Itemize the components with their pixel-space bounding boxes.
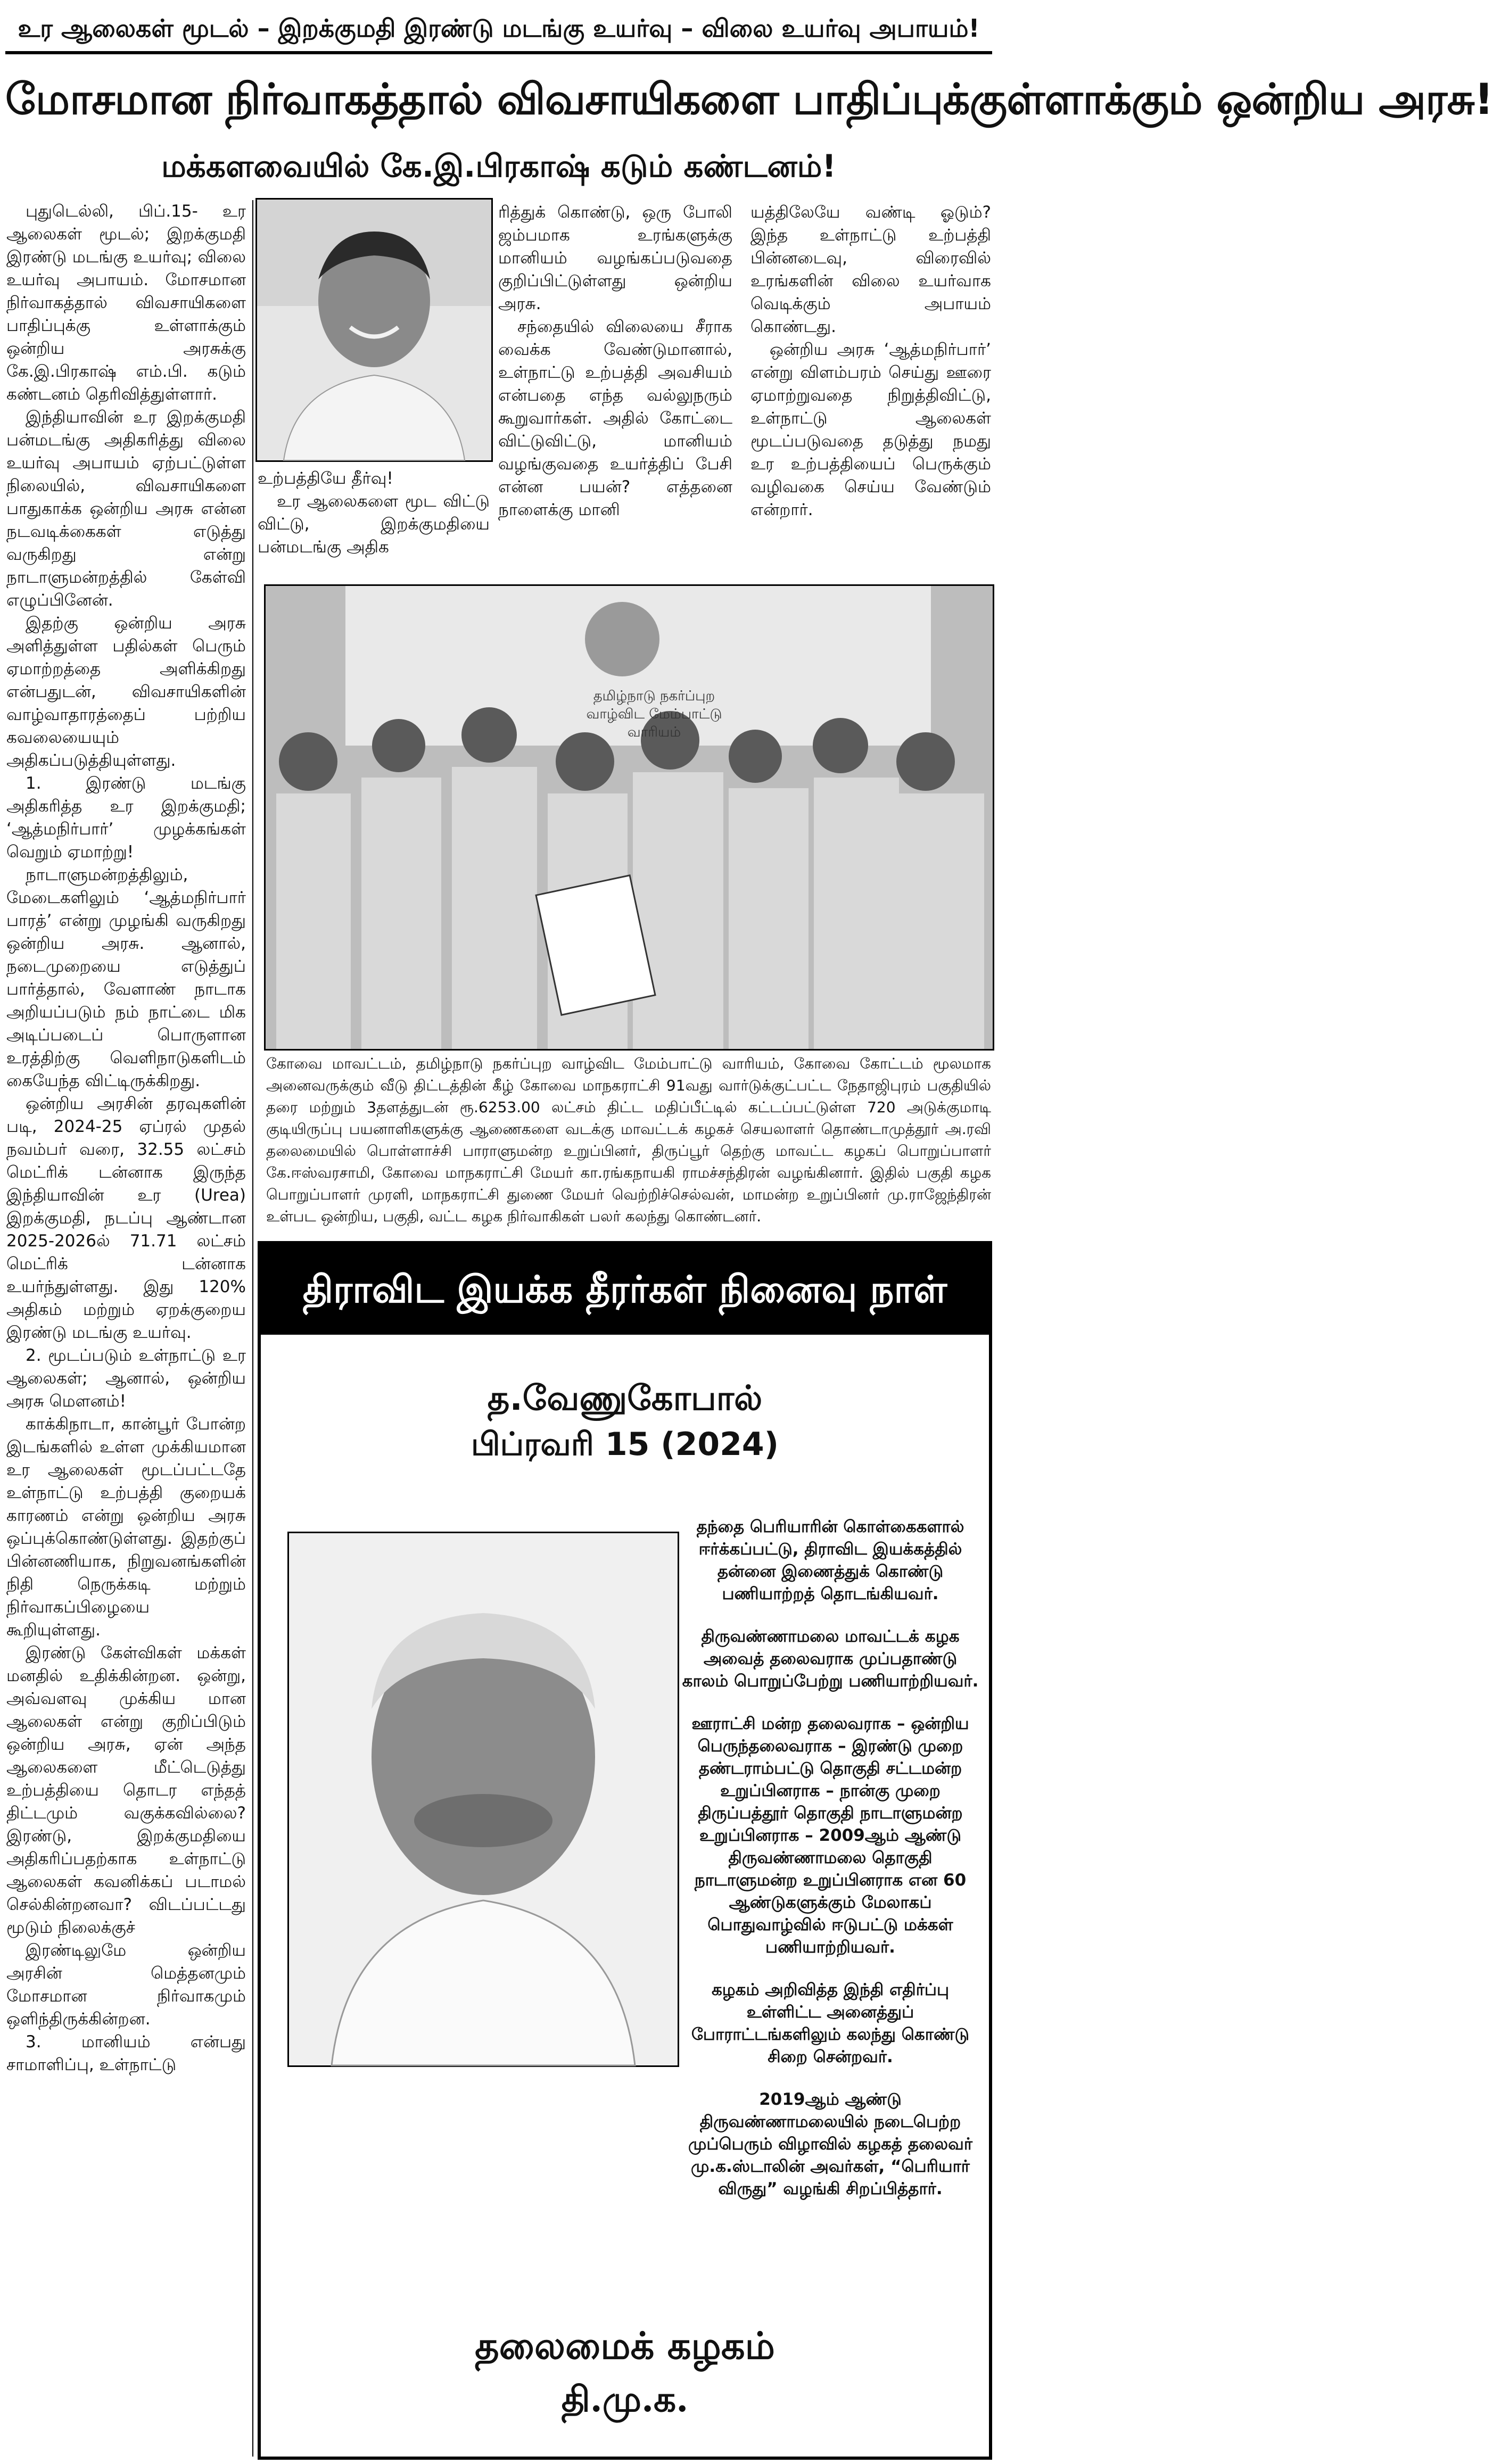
tribute-biography [681, 1516, 979, 2314]
col3-paragraph: ரித்துக் கொண்டு, ஒரு போலி ஜம்பமாக உரங்களுக்கு மானியம் வழங்கப்படுவதை குறிப்பிட்டுள்ளது ஒன்றிய அரசு. [498, 203, 732, 313]
tribute-signature-org: தலைமைக் கழகம் [475, 2324, 775, 2368]
event-photo-caption: கோவை மாவட்டம், தமிழ்நாடு நகர்ப்புற வாழ்விட மேம்பாட்டு வாரியம், கோவை கோட்டம் மூலமாக அனைவருக்கும் வீடு திட்டத்தின் கீழ் கோவை மாநகராட்சி 91வது வார்டுக்குட்பட்ட நேதாஜிபுரம் பகுதியில் தரை மற்றும் 3தளத்துடன் ரூ.6253.00 லட்சம் திட்ட மதிப்பீட்டில் கட்டப்பட்டுள்ள 720 அடுக்குமாடி குடியிருப்பு பயனாளிகளுக்கு ஆணைகளை வடக்கு மாவட்டக் கழகச் செயலாளர் தொண்டாமுத்தூர் அ.ரவி தலைமையில் பொள்ளாச்சி பாராளுமன்ற உறுப்பினர், திருப்பூர் தெற்கு மாவட்ட கழகப் பொறுப்பாளர் கே.ஈஸ்வரசாமி, கோவை மாநகராட்சி மேயர் கா.ரங்கநாயகி ராமச்சந்திரன் வழங்கினார். இதில் பகுதி கழக பொறுப்பாளர் முரளி, மாநகராட்சி துணை மேயர் வெற்றிச்செல்வன், மாமன்ற உறுப்பினர் மு.ராஜேந்திரன் உள்பட ஒன்றிய, பகுதி, வட்ட கழக நிர்வாகிகள் பலர் கலந்து கொண்டனர். [266, 1055, 991, 1225]
event-photo [264, 584, 994, 1051]
top-rule [5, 51, 992, 54]
tribute-name: த.வேணுகோபால் [487, 1379, 763, 1418]
article-column-4 [750, 201, 991, 584]
person-silhouette-icon [257, 200, 491, 460]
col3-paragraph: சந்தையில் விலையை சீராக வைக்க வேண்டுமானால், உள்நாட்டு உற்பத்தி அவசியம் என்பதை எந்த வல்லுநரும் கூறுவார்கள். அதில் கோட்டை விட்டுவிட்டு, மானியம் வழங்குவதை உயர்த்திப் பேசி என்ன பயன்? எத்தனை நாளைக்கு மானி [498, 317, 732, 519]
col1-paragraph: ஒன்றிய அரசின் தரவுகளின் படி, 2024-25 ஏப்ரல் முதல் நவம்பர் வரை, 32.55 லட்சம் மெட்ரிக் டன்னாக இருந்த இந்தியாவின் உர (Urea) இறக்குமதி, நடப்பு ஆண்டான 2025-2026ல் 71.71 லட்சம் மெட்ரிக் டன்னாக உயர்ந்துள்ளது. இது 120% அதிகம் மற்றும் ஏறக்குறைய இரண்டு மடங்கு உயர்வு. [6, 1094, 246, 1342]
tribute-paragraph: தந்தை பெரியாரின் கொள்கைகளால் ஈர்க்கப்பட்டு, திராவிட இயக்கத்தில் தன்னை இணைத்துக் கொண்டு பணியாற்றத் தொடங்கியவர். [696, 1517, 964, 1603]
article-column-2 [258, 467, 490, 584]
tribute-date: பிப்ரவரி 15 (2024) [471, 1426, 779, 1463]
col2-paragraph: உர ஆலைகளை மூட விட்டு விட்டு, இறக்குமதியை பன்மடங்கு அதிக [258, 492, 490, 557]
col1-subheading: 2. மூடப்படும் உள்நாட்டு உர ஆலைகள்; ஆனால், ஒன்றிய அரசு மௌனம்! [6, 1346, 246, 1411]
col2-subheading: உற்பத்தியே தீர்வு! [258, 469, 393, 488]
col4-paragraph: யத்திலேயே வண்டி ஓடும்? இந்த உள்நாட்டு உற்பத்தி பின்னடைவு, விரைவில் உரங்களின் விலை உயர்வாக வெடிக்கும் அபாயம் கொண்டது. [750, 203, 991, 336]
tribute-signature-party: தி.மு.க. [561, 2378, 689, 2420]
col1-paragraph: காக்கிநாடா, கான்பூர் போன்ற இடங்களில் உள்ள முக்கியமான உர ஆலைகள் மூடப்பட்டதே உள்நாட்டு உற்பத்தி குறையக் காரணம் என்று ஒன்றிய அரசு ஒப்புக்கொண்டுள்ளது. இதற்குப் பின்னணியாக, நிறுவனங்களின் நிதி நெருக்கடி மற்றும் நிர்வாகப்பிழையை கூறியுள்ளது. [6, 1415, 246, 1640]
col1-paragraph: இந்தியாவின் உர இறக்குமதி பன்மடங்கு அதிகரித்து விலை உயர்வு அபாயம் ஏற்பட்டுள்ள நிலையில், விவசாயிகளை பாதுகாக்க ஒன்றிய அரசு என்ன நடவடிக்கைகள் எடுத்து வருகிறது என்று நாடாளுமன்றத்தில் கேள்வி எழுப்பினேன். [6, 408, 246, 610]
column-divider [252, 200, 253, 2457]
tribute-paragraph: 2019ஆம் ஆண்டு திருவண்ணாமலையில் நடைபெற்ற முப்பெரும் விழாவில் கழகத் தலைவர் மு.க.ஸ்டாலின் அவர்கள், “பெரியார் விருது” வழங்கி சிறப்பித்தார். [688, 2090, 973, 2198]
tribute-portrait [287, 1532, 679, 2067]
tribute-paragraph: ஊராட்சி மன்ற தலைவராக – ஒன்றிய பெருந்தலைவராக – இரண்டு முறை தண்டராம்பட்டு தொகுதி சட்டமன்ற உறுப்பினராக – நான்கு முறை திருப்பத்தூர் தொகுதி நாடாளுமன்ற உறுப்பினராக – 2009ஆம் ஆண்டு திருவண்ணாமலை தொகுதி நாடாளுமன்ற உறுப்பினராக என 60 ஆண்டுகளுக்கும் மேலாகப் பொதுவாழ்வில் ஈடுபட்டு மக்கள் பணியாற்றியவர். [691, 1714, 969, 1957]
col1-paragraph: இரண்டு கேள்விகள் மக்கள் மனதில் உதிக்கின்றன. ஒன்று, அவ்வளவு முக்கிய மான ஆலைகள் என்று குறிப்பிடும் ஒன்றிய அரசு, ஏன் அந்த ஆலைகளை மீட்டெடுத்து உற்பத்தியை தொடர எந்தத் திட்டமும் வகுக்கவில்லை? இரண்டு, இறக்குமதியை அதிகரிப்பதற்காக உள்நாட்டு ஆலைகள் கவனிக்கப் படாமல் செல்கின்றனவா? விடப்பட்டது மூடும் நிலைக்குச் [6, 1643, 246, 1937]
col1-paragraph: இதற்கு ஒன்றிய அரசு அளித்துள்ள பதில்கள் பெரும் ஏமாற்றத்தை அளிக்கிறது என்பதுடன், விவசாயிகளின் வாழ்வாதாரத்தைப் பற்றிய கவலையையும் அதிகப்படுத்தியுள்ளது. [6, 614, 246, 770]
tribute-box [258, 1241, 992, 2460]
col4-paragraph: ஒன்றிய அரசு ‘ஆத்மநிர்பார்’ என்று விளம்பரம் செய்து ஊரை ஏமாற்றுவதை நிறுத்திவிட்டு, உள்நாட்டு ஆலைகள் மூடப்படுவதை தடுத்து நமது உர உற்பத்தியைப் பெருக்கும் வழிவகை செய்ய வேண்டும் என்றார். [750, 340, 991, 519]
tribute-paragraph: திருவண்ணாமலை மாவட்டக் கழக அவைத் தலைவராக முப்பதாண்டு காலம் பொறுப்பேற்று பணியாற்றியவர். [682, 1627, 979, 1691]
elder-portrait-icon [289, 1533, 678, 2065]
article-column-1 [6, 200, 246, 2462]
portrait-caption-hidden [255, 461, 490, 466]
portrait-photo [255, 198, 493, 462]
crowd-photo-icon [266, 586, 993, 1049]
event-banner-text: தமிழ்நாடு நகர்ப்புற வாழ்விட மேம்பாட்டு வாரியம் [586, 688, 722, 740]
col1-paragraph: நாடாளுமன்றத்திலும், மேடைகளிலும் ‘ஆத்மநிர்பார் பாரத்’ என்று முழங்கி வருகிறது ஒன்றிய அரசு. ஆனால், நடைமுறையை எடுத்துப் பார்த்தால், வேளாண் நாடாக அறியப்படும் நம் நாட்டை மிக அடிப்படைப் பொருளான உரத்திற்கு வெளிநாடுகளிடம் கையேந்த விட்டிருக்கிறது. [6, 865, 246, 1090]
article-column-3 [498, 201, 732, 584]
tribute-paragraph: கழகம் அறிவித்த இந்தி எதிர்ப்பு உள்ளிட்ட அனைத்துப் போராட்டங்களிலும் கலந்து கொண்டு சிறை சென்றவர். [691, 1980, 970, 2066]
col1-subheading: 1. இரண்டு மடங்கு அதிகரித்த உர இறக்குமதி; ‘ஆத்மநிர்பார்’ முழக்கங்கள் வெறும் ஏமாற்று! [6, 774, 246, 862]
col1-paragraph: புதுடெல்லி, பிப்.15- உர ஆலைகள் மூடல்; இறக்குமதி இரண்டு மடங்கு உயர்வு; விலை உயர்வு அபாயம். மோசமான நிர்வாகத்தால் விவசாயிகளை பாதிப்புக்கு உள்ளாக்கும் ஒன்றிய அரசுக்கு கே.இ.பிரகாஷ் எம்.பி. கடும் கண்டனம் தெரிவித்துள்ளார். [6, 202, 246, 404]
tribute-title-band: திராவிட இயக்க தீரர்கள் நினைவு நாள் [261, 1244, 989, 1335]
col1-subheading: 3. மானியம் என்பது சாமாளிப்பு, உள்நாட்டு [6, 2032, 246, 2074]
main-headline: மோசமான நிர்வாகத்தால் விவசாயிகளை பாதிப்புக்குள்ளாக்கும் ஒன்றிய அரசு! [5, 75, 1493, 124]
kicker-headline: உர ஆலைகள் மூடல் – இறக்குமதி இரண்டு மடங்கு உயர்வு – விலை உயர்வு அபாயம்! [18, 14, 980, 43]
col1-paragraph: இரண்டிலுமே ஒன்றிய அரசின் மெத்தனமும் மோசமான நிர்வாகமும் ஒளிந்திருக்கின்றன. [6, 1941, 246, 2029]
sub-headline: மக்களவையில் கே.இ.பிரகாஷ் கடும் கண்டனம்! [161, 148, 836, 184]
